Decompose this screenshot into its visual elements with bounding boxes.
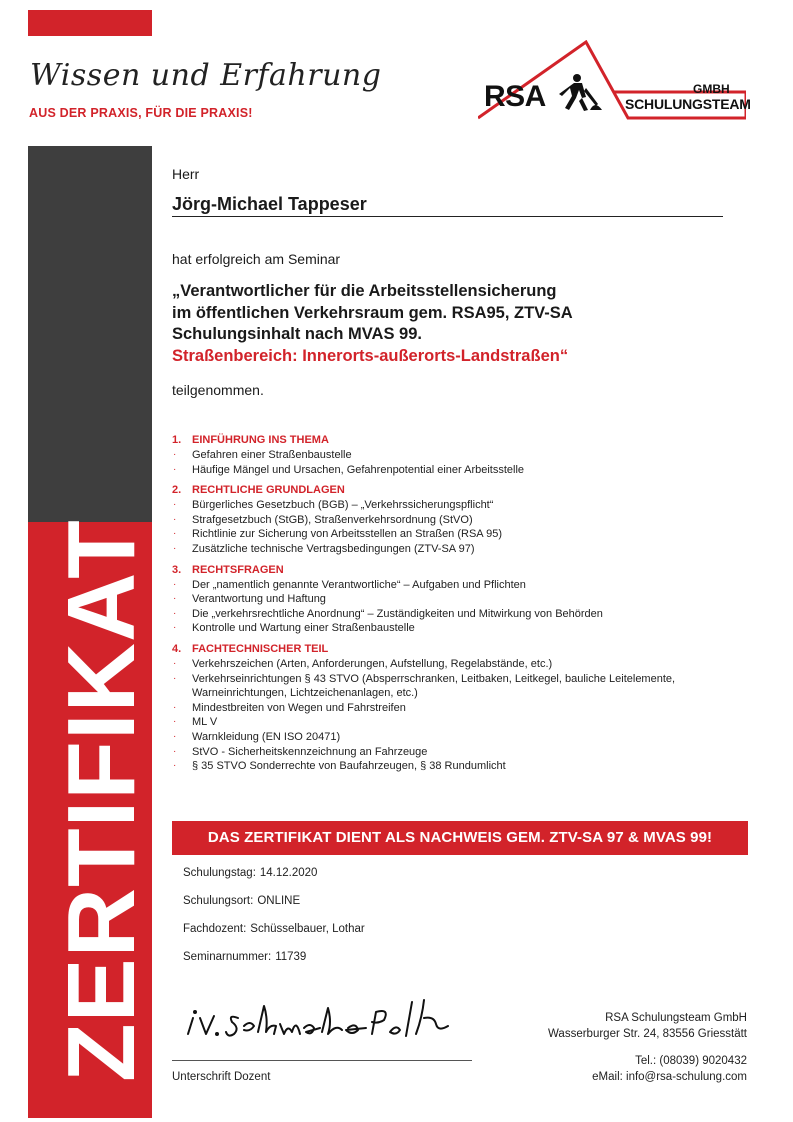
bullet-icon: · (173, 607, 177, 619)
info-date-label: Schulungstag: (183, 867, 256, 879)
list-item-text: ML V (192, 716, 218, 729)
seminar-title-red: Straßenbereich: Innerorts-außerorts-Landstraßen“ (172, 346, 569, 365)
info-seminar-value: 11739 (275, 951, 307, 963)
list-item (172, 745, 732, 760)
info-lecturer-label: Fachdozent: (183, 923, 247, 935)
list-item-text: Mindestbreiten von Wegen und Fahrstreifen (192, 701, 406, 714)
bullet-icon: · (173, 528, 177, 540)
seminar-title-line: „Verantwortlicher für die Arbeitsstellensicherung (172, 282, 557, 300)
logo-rsa: RSA (484, 80, 546, 113)
section-title: FACHTECHNISCHER TEIL (192, 642, 329, 655)
list-item-text: Die „verkehrsrechtliche Anordnung“ – Zuständigkeiten und Mitwirkung von Behörden (192, 607, 603, 620)
bullet-icon: · (173, 578, 177, 590)
list-item (172, 715, 732, 730)
section-heading (172, 483, 732, 498)
bullet-icon: · (173, 701, 177, 713)
bullet-icon: · (173, 657, 177, 669)
list-item (172, 578, 732, 593)
section-heading (172, 563, 732, 578)
list-item (172, 463, 732, 478)
logo-schulungsteam: SCHULUNGSTEAM (625, 96, 751, 112)
company-phone: Tel.: (08039) 9020432 (635, 1055, 747, 1067)
section-number: 4. (172, 642, 182, 655)
bullet-icon: · (173, 672, 177, 684)
section-title: EINFÜHRUNG INS THEMA (192, 434, 329, 446)
list-item-text: Bürgerliches Gesetzbuch (BGB) – „Verkehrssicherungspflicht“ (192, 499, 494, 512)
list-item (172, 701, 732, 716)
bullet-icon: · (173, 745, 177, 757)
list-item-text: Häufige Mängel und Ursachen, Gefahrenpotential einer Arbeitsstelle (192, 463, 525, 476)
bullet-icon: · (173, 622, 177, 634)
bullet-icon: · (173, 716, 177, 728)
section-heading (172, 642, 732, 657)
salutation: Herr (172, 166, 200, 182)
info-location-label: Schulungsort: (183, 895, 254, 907)
seminar-title-line: im öffentlichen Verkehrsraum gem. RSA95, ZTV-SA (172, 303, 573, 322)
list-item-text: Verkehrseinrichtungen § 43 STVO (Absperrschranken, Leitbaken, Leitkegel, bauliche Leitelemente, Warneinrichtungen, Lichtzeichenanlagen, etc.) (192, 672, 676, 700)
bullet-icon: · (173, 463, 177, 475)
bullet-icon: · (173, 513, 177, 525)
section-number: 3. (172, 563, 182, 576)
seminar-title-line: Schulungsinhalt nach MVAS 99. (172, 325, 422, 343)
info-location-value: ONLINE (257, 895, 301, 907)
list-item-text: Warnkleidung (EN ISO 20471) (192, 730, 341, 743)
list-item (172, 542, 732, 557)
bullet-icon: · (173, 760, 177, 772)
outro-text: teilgenommen. (172, 382, 264, 398)
list-item-text: Richtlinie zur Sicherung von Arbeitsstellen an Straßen (RSA 95) (192, 528, 502, 541)
list-item-text: Strafgesetzbuch (StGB), Straßenverkehrsordnung (StVO) (192, 513, 473, 526)
list-item (172, 730, 732, 745)
tagline-sub: AUS DER PRAXIS, FÜR DIE PRAXIS! (29, 106, 253, 120)
list-item (172, 657, 732, 672)
company-email: eMail: info@rsa-schulung.com (592, 1071, 747, 1083)
signature-line (172, 1060, 472, 1061)
tagline-script: Wissen und Erfahrung (30, 58, 382, 93)
section-heading (172, 433, 732, 448)
info-location (183, 895, 300, 907)
info-lecturer-value: Schüsselbauer, Lothar (250, 923, 365, 935)
signature-caption: Unterschrift Dozent (172, 1071, 271, 1083)
intro-text: hat erfolgreich am Seminar (172, 251, 341, 267)
name-underline (172, 216, 723, 217)
seminar-title (172, 281, 573, 367)
list-item (172, 592, 732, 607)
list-item (172, 759, 732, 774)
top-red-bar (28, 10, 152, 36)
list-item (172, 448, 732, 463)
bullet-icon: · (173, 593, 177, 605)
section-title: RECHTLICHE GRUNDLAGEN (192, 484, 345, 497)
list-item-text: StVO - Sicherheitskennzeichnung an Fahrzeuge (192, 745, 428, 758)
company-name: RSA Schulungsteam GmbH (605, 1012, 747, 1024)
bullet-icon: · (173, 499, 177, 511)
topics-list (172, 433, 732, 774)
side-band-dark (28, 146, 152, 522)
list-item-text: § 35 STVO Sonderrechte von Baufahrzeugen, § 38 Rundumlicht (192, 760, 506, 773)
info-lecturer (183, 923, 365, 935)
road-worker-icon (559, 74, 602, 111)
info-date (183, 867, 317, 879)
list-item (172, 672, 732, 701)
list-item (172, 527, 732, 542)
bullet-icon: · (173, 730, 177, 742)
section-number: 1. (172, 434, 182, 446)
list-item-text: Gefahren einer Straßenbaustelle (192, 449, 352, 461)
info-seminar-number (183, 951, 306, 963)
list-item-text: Verkehrszeichen (Arten, Anforderungen, Aufstellung, Regelabstände, etc.) (192, 657, 553, 670)
list-item-text: Zusätzliche technische Vertragsbedingungen (ZTV-SA 97) (192, 542, 475, 555)
company-logo (478, 40, 751, 122)
logo-gmbh: GMBH (693, 82, 730, 96)
list-item-text: Verantwortung und Haftung (192, 593, 326, 606)
list-item (172, 607, 732, 622)
side-word-zertifikat: ZERTIFIKAT (48, 519, 155, 1082)
recipient-name: Jörg-Michael Tappeser (172, 194, 367, 214)
certificate-banner: DAS ZERTIFIKAT DIENT ALS NACHWEIS GEM. ZTV-SA 97 & MVAS 99! (172, 821, 748, 855)
bullet-icon: · (173, 449, 177, 460)
bullet-icon: · (173, 542, 177, 554)
list-item (172, 621, 732, 636)
list-item (172, 513, 732, 528)
section-number: 2. (172, 484, 182, 497)
list-item-text: Der „namentlich genannte Verantwortliche“ – Aufgaben und Pflichten (192, 578, 526, 591)
handwritten-signature (180, 988, 470, 1048)
info-date-value: 14.12.2020 (259, 867, 318, 879)
info-seminar-label: Seminarnummer: (183, 951, 272, 963)
company-address: Wasserburger Str. 24, 83556 Griesstätt (548, 1028, 747, 1040)
section-title: RECHTSFRAGEN (192, 563, 284, 576)
list-item-text: Kontrolle und Wartung einer Straßenbaustelle (192, 622, 415, 635)
list-item (172, 498, 732, 513)
